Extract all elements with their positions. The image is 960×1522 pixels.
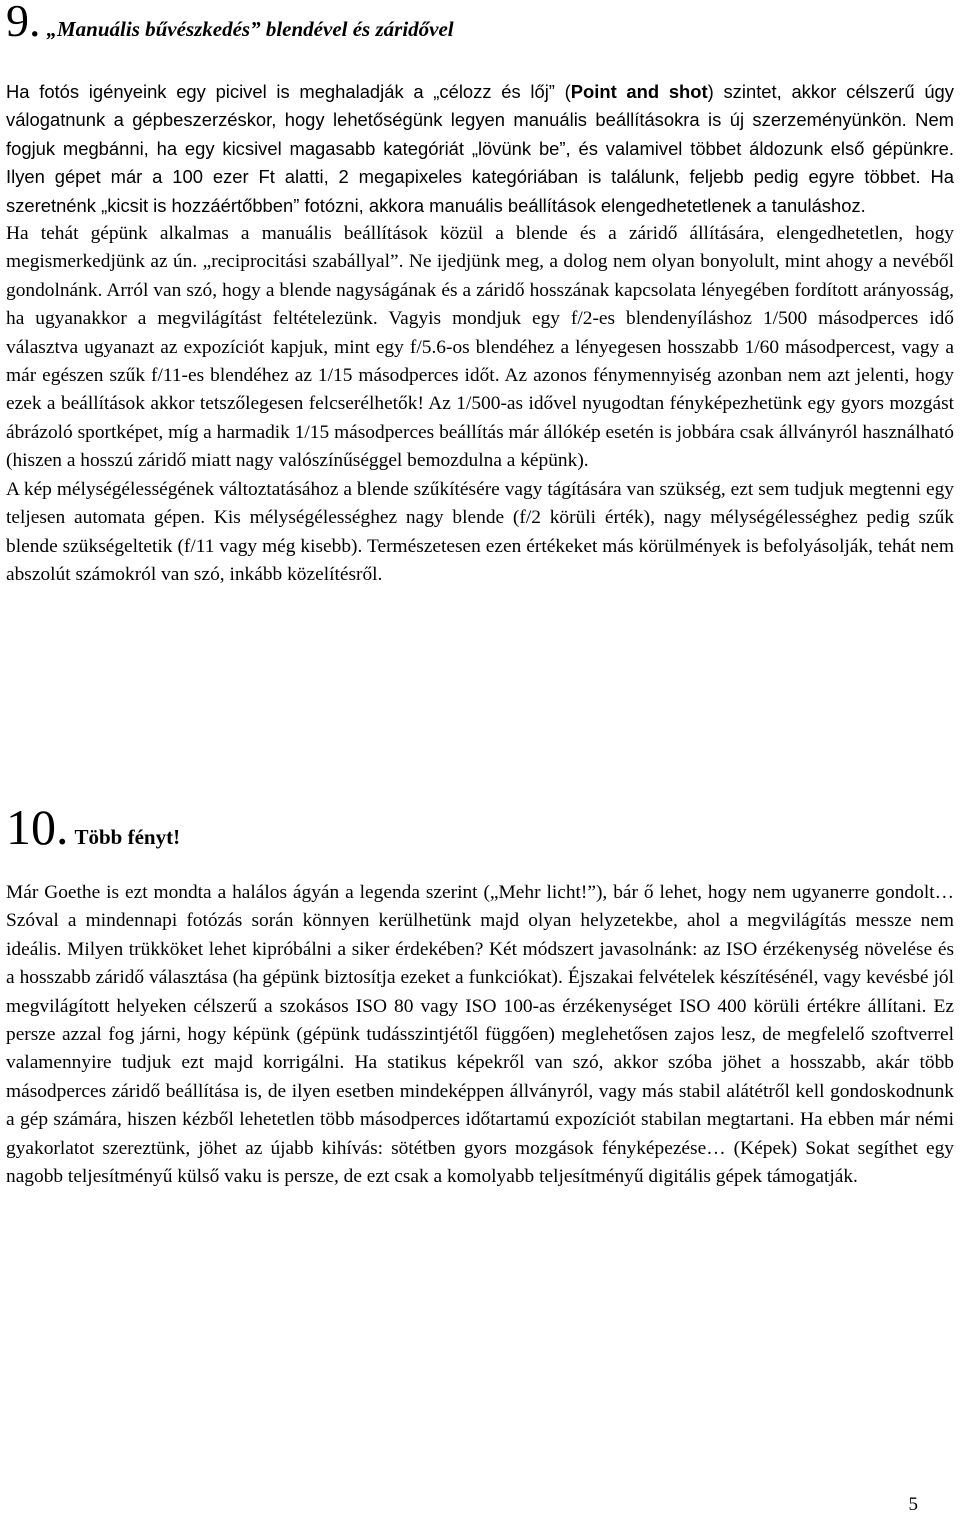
section-10-number: 10. <box>6 799 69 855</box>
section-9-p1-start: Ha fotós igényeink egy picivel is meghaladják a „célozz és lőj” ( <box>6 81 571 102</box>
section-9-title: „Manuális bűvészkedés” blendével és záridővel <box>46 17 454 41</box>
section-10-heading <box>6 798 180 856</box>
section-9-paragraph-2: Ha tehát gépünk alkalmas a manuális beállítások közül a blende és a záridő állítására, elengedhetetlen, hogy megismerkedjünk az ún. „reciprocitási szabállyal”. Ne ijedjünk meg, a dolog nem olyan bonyolult, mint ahogy a nevéből gondolnánk. Arról van szó, hogy a blende nagyságának és a záridő hosszának kapcsolata lényegében fordított arányosság, ha ugyanakkor a megvilágítást feltételezünk. Vagyis mondjuk egy f/2-es blendenyíláshoz 1/500 másodperces idő választva ugyanazt az expozíciót kapjuk, mint egy f/5.6-os blendéhez a lényegesen hosszabb 1/60 másodpercest, vagy a már egészen szűk f/11-es blendéhez az 1/15 másodperces időt. Az azonos fénymennyiség azonban nem azt jelenti, hogy ezek a beállítások akkor tetszőlegesen felcserélhetők! Az 1/500-as idővel nyugodtan fényképezhetünk egy gyors mozgást ábrázoló sportképet, míg a harmadik 1/15 másodperces beállítás már állókép esetén is jobbára csak állványról használható (hiszen a hosszú záridő miatt nagy valószínűséggel bemozdulna a képünk). <box>6 223 954 472</box>
section-10-paragraph-1: Már Goethe is ezt mondta a halálos ágyán a legenda szerint („Mehr licht!”), bár ő lehet, hogy nem ugyanerre gondolt… Szóval a mindennapi fotózás során könnyen kerülhetünk majd olyan helyzetekbe, ahol a megvilágítás messze nem ideális. Milyen trükköket lehet kipróbálni a siker érdekében? Két módszert javasolnánk: az ISO érzékenység növelése és a hosszabb záridő választása (ha gépünk biztosítja ezeket a funkciókat). Éjszakai felvételek készítésénél, vagy kevésbé jól megvilágított helyeken célszerű a szokásos ISO 80 vagy ISO 100-as érzékenységet ISO 400 körüli értékre állítani. Ez persze azzal fog járni, hogy képünk (gépünk tudásszintjétől függően) meglehetősen zajos lesz, de megfelelő szoftverrel valamennyire tudjuk ezt majd korrigálni. Ha statikus képekről van szó, akkor szóba jöhet a hosszabb, akár több másodperces záridő beállítása is, de ilyen esetben mindeképpen állványról, vagy más stabil alátétről kell gondoskodnunk a gép számára, hiszen kézből lehetetlen több másodperces időtartamú expozíciót stabilan megtartani. Ha ebben már némi gyakorlatot szereztünk, jöhet az újabb kihívás: sötétben gyors mozgások fényképezése… (Képek) Sokat segíthet egy nagobb teljesítményű külső vaku is persze, de ezt csak a komolyabb teljesítményű digitális gépek támogatják. <box>6 882 954 1188</box>
section-9-p1-bold: Point and shot <box>570 81 708 102</box>
section-10-body <box>6 879 954 1191</box>
section-9-paragraph-3: A kép mélységélességének változtatásához a blende szűkítésére vagy tágítására van szükség, ezt sem tudjuk megtenni egy teljesen automata gépen. Kis mélységélességhez nagy blende (f/2 körüli érték), nagy mélységélességhez pedig szűk blende szükségeltetik (f/11 vagy még kisebb). Természetesen ezen értékeket más körülmények is befolyásolják, tehát nem abszolút számokról van szó, inkább közelítésről. <box>6 478 954 585</box>
page-number: 5 <box>908 1494 918 1515</box>
section-10-title: Több fényt! <box>74 825 181 849</box>
section-9-paragraph-1 <box>6 78 954 220</box>
section-9-p1-end: ) szintet, akkor célszerű úgy válogatnunk a gépbeszerzéskor, hogy lehetőségünk legyen manuális beállításokra is új szerzeményünkön. Nem fogjuk megbánni, ha egy kicsivel magasabb kategóriát „lövünk be”, és valamivel többet áldozunk első gépünkre. Ilyen gépet már a 100 ezer Ft alatti, 2 megapixeles kategóriában is találunk, feljebb pedig egyre többet. Ha szeretnénk „kicsit is hozzáértőbben” fotózni, akkora manuális beállítások elengedhetetlenek a tanuláshoz. <box>6 81 954 216</box>
section-9-number: 9. <box>6 0 41 46</box>
section-9-body <box>6 78 954 589</box>
section-9-heading <box>6 0 454 47</box>
